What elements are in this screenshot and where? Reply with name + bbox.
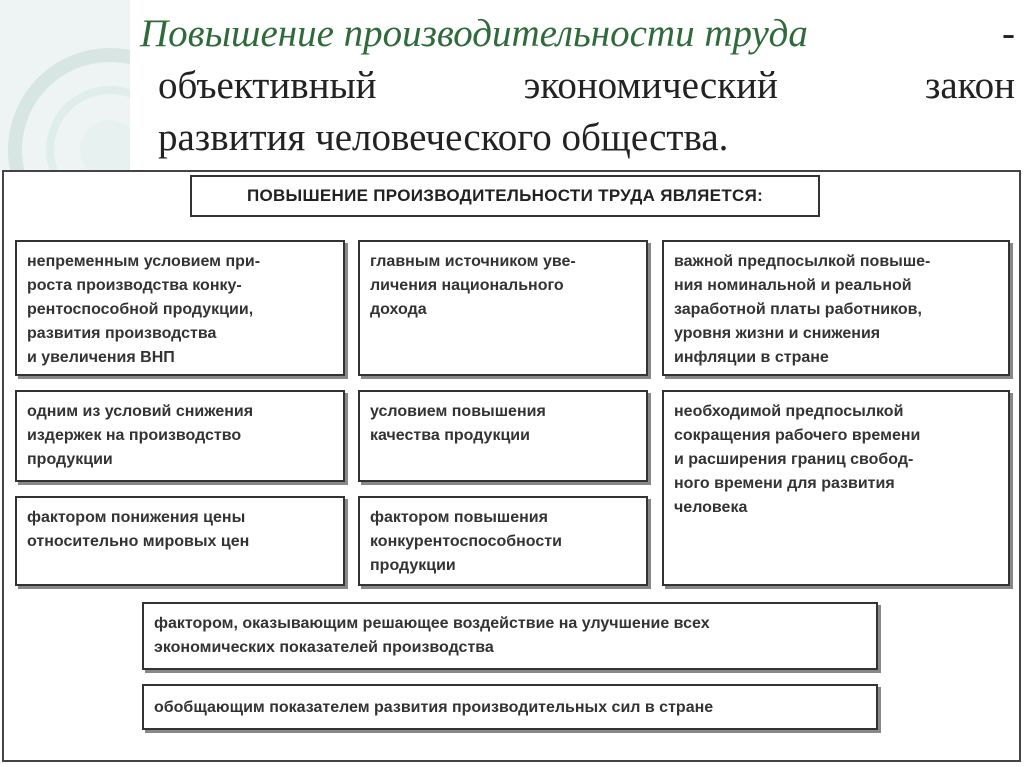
heading-word: экономический (523, 64, 778, 107)
heading-line-1 (140, 8, 1015, 60)
scheme-box (142, 684, 878, 730)
heading-word: закон (924, 64, 1015, 107)
scheme-box-text: фактором понижения цены относительно мировых цен (27, 509, 250, 550)
heading-highlight: Повышение производительности труда (140, 12, 808, 55)
heading-line-3 (140, 112, 1015, 164)
scheme-box-text: одним из условий снижения издержек на производство продукции (27, 403, 254, 468)
scheme-box-text: фактором, оказывающим решающее воздействие на улучшение всех экономических показателей производства (154, 615, 710, 656)
scheme-box-text: обобщающим показателем развития производительных сил в стране (154, 699, 714, 716)
scheme-box (15, 496, 345, 586)
scheme-box-text: необходимой предпосылкой сокращения рабочего времени и расширения границ свобод- ного времени для развития человека (674, 403, 921, 516)
scheme-box (662, 390, 1010, 586)
scheme-box (142, 602, 878, 670)
heading-word: объективный (158, 64, 377, 107)
scheme-box-text: непременным условием при- роста производства конку- рентоспособной продукции, развития производства и увеличения ВНП (27, 253, 261, 366)
scheme-title-text: ПОВЫШЕНИЕ ПРОИЗВОДИТЕЛЬНОСТИ ТРУДА ЯВЛЯЕТСЯ: (246, 186, 764, 205)
scheme-box (15, 240, 345, 376)
scheme-box-text: главным источником уве- личения национального дохода (370, 253, 576, 318)
heading-line-3-text: развития человеческого общества. (158, 116, 729, 159)
decorative-circles (0, 0, 130, 170)
scheme-box (358, 390, 648, 482)
scheme-box-text: важной предпосылкой повыше- ния номинальной и реальной заработной платы работников, уровня жизни и снижения инфляции в стране (674, 253, 931, 366)
scheme-box (358, 496, 648, 586)
slide-heading (140, 8, 1015, 164)
heading-line-2 (140, 60, 1015, 112)
scheme-title (190, 175, 820, 217)
scheme-box-text: фактором повышения конкурентоспособности продукции (370, 509, 562, 574)
heading-dash: - (1002, 12, 1015, 55)
scheme-box (358, 240, 648, 376)
scheme-box-text: условием повышения качества продукции (370, 403, 546, 444)
scheme-box (15, 390, 345, 482)
scheme-box (662, 240, 1010, 376)
